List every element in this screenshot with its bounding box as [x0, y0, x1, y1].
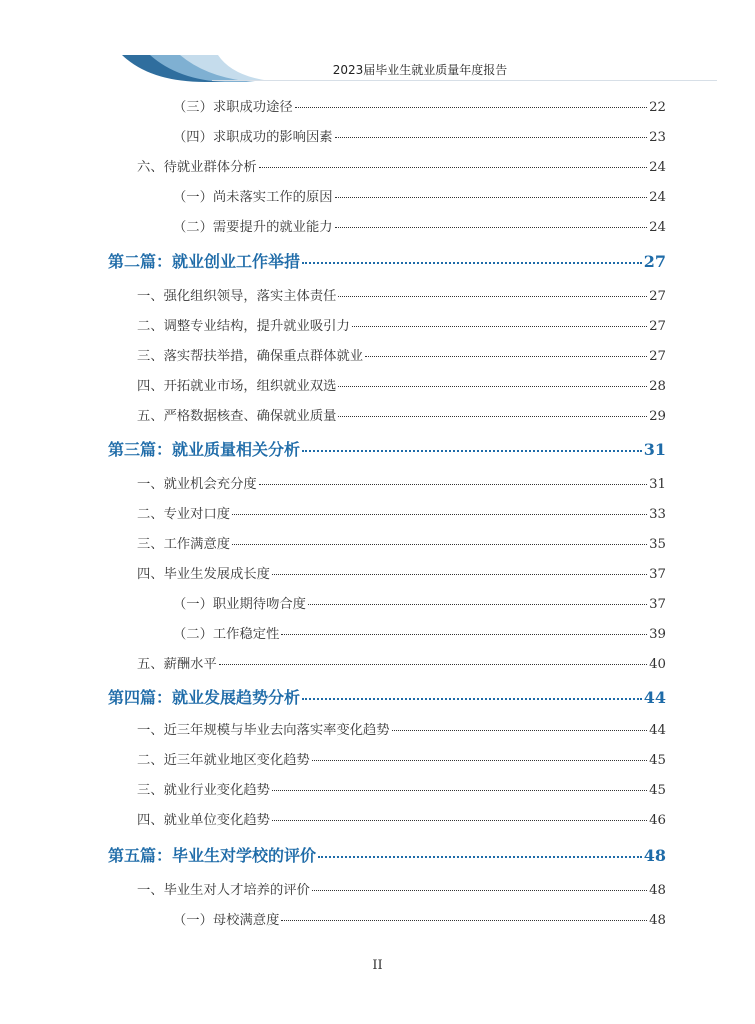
toc-entry-title: 第二篇：就业创业工作举措: [108, 252, 301, 271]
toc-entry-title: 五、薪酬水平: [137, 657, 217, 672]
dot-leader: [232, 514, 647, 515]
toc-entry-title: 三、落实帮扶举措，确保重点群体就业: [137, 349, 364, 364]
toc-entry-page: 33: [649, 507, 666, 522]
dot-leader: [281, 634, 647, 635]
toc-entry[interactable]: [173, 96, 666, 115]
dot-leader: [302, 262, 642, 264]
dot-leader: [302, 450, 642, 452]
header-title: 2023届毕业生就业质量年度报告: [332, 63, 508, 77]
dot-leader: [335, 137, 648, 138]
toc-entry-title: 三、工作满意度: [137, 537, 231, 552]
toc-entry-page: 27: [649, 319, 666, 334]
dot-leader: [272, 574, 647, 575]
toc-entry-title: （二）需要提升的就业能力: [173, 220, 333, 235]
toc-entry-page: 37: [649, 567, 666, 582]
toc-entry-title: （一）职业期待吻合度: [173, 597, 306, 612]
toc-entry-title: 第五篇：毕业生对学校的评价: [108, 846, 317, 865]
toc-entry-title: 六、待就业群体分析: [137, 160, 257, 175]
toc-entry-title: （一）尚未落实工作的原因: [173, 190, 333, 205]
toc-entry-page: 45: [649, 753, 666, 768]
toc-entry-title: 一、近三年规模与毕业去向落实率变化趋势: [137, 723, 390, 738]
toc-entry-page: 22: [649, 100, 666, 115]
dot-leader: [219, 664, 647, 665]
toc-entry[interactable]: [137, 653, 666, 672]
toc-entry-title: 二、专业对口度: [137, 507, 231, 522]
toc-entry-page: 27: [649, 349, 666, 364]
toc-entry[interactable]: [137, 375, 666, 394]
toc-entry-page: 28: [649, 379, 666, 394]
toc-entry[interactable]: [173, 126, 666, 145]
dot-leader: [335, 197, 648, 198]
toc-entry-page: 27: [643, 252, 666, 271]
toc-entry-title: 二、近三年就业地区变化趋势: [137, 753, 310, 768]
dot-leader: [365, 356, 647, 357]
toc-entry-title: 二、调整专业结构，提升就业吸引力: [137, 319, 350, 334]
dot-leader: [318, 856, 642, 858]
dot-leader: [312, 760, 647, 761]
dot-leader: [338, 386, 647, 387]
toc-entry[interactable]: [137, 503, 666, 522]
page-number: II: [372, 958, 383, 973]
dot-leader: [272, 790, 647, 791]
toc-entry-page: 35: [649, 537, 666, 552]
toc-entry[interactable]: [137, 285, 666, 304]
dot-leader: [335, 227, 648, 228]
toc-entry-page: 24: [649, 160, 666, 175]
toc-entry[interactable]: [173, 909, 666, 928]
toc-entry-page: 45: [649, 783, 666, 798]
toc-entry[interactable]: [137, 809, 666, 828]
dot-leader: [338, 296, 647, 297]
toc-entry-title: （二）工作稳定性: [173, 627, 280, 642]
toc-chapter-entry[interactable]: [108, 437, 666, 460]
toc-entry-title: 四、就业单位变化趋势: [137, 813, 270, 828]
toc-entry[interactable]: [137, 315, 666, 334]
toc-entry-title: （一）母校满意度: [173, 913, 280, 928]
toc-entry[interactable]: [137, 156, 666, 175]
dot-leader: [259, 484, 647, 485]
toc-entry-page: 31: [649, 477, 666, 492]
dot-leader: [232, 544, 647, 545]
toc-entry[interactable]: [173, 216, 666, 235]
toc-entry-title: 五、严格数据核查、确保就业质量: [137, 409, 337, 424]
toc-entry[interactable]: [173, 623, 666, 642]
dot-leader: [338, 416, 647, 417]
toc-entry[interactable]: [137, 749, 666, 768]
toc-entry-page: 24: [649, 220, 666, 235]
toc-entry-title: 一、强化组织领导，落实主体责任: [137, 289, 337, 304]
toc-entry-page: 40: [649, 657, 666, 672]
toc-entry[interactable]: [137, 533, 666, 552]
toc-entry[interactable]: [137, 879, 666, 898]
dot-leader: [308, 604, 647, 605]
dot-leader: [272, 820, 647, 821]
toc-chapter-entry[interactable]: [108, 843, 666, 866]
toc-entry-page: 31: [643, 440, 666, 459]
toc-entry-title: 三、就业行业变化趋势: [137, 783, 270, 798]
dot-leader: [352, 326, 647, 327]
dot-leader: [312, 890, 647, 891]
toc-entry[interactable]: [137, 473, 666, 492]
toc-entry-page: 46: [649, 813, 666, 828]
toc-entry-page: 27: [649, 289, 666, 304]
toc-entry-title: 一、就业机会充分度: [137, 477, 257, 492]
toc-entry-page: 44: [649, 723, 666, 738]
toc-entry-title: 一、毕业生对人才培养的评价: [137, 883, 310, 898]
toc-entry-page: 23: [649, 130, 666, 145]
toc-entry-title: （三）求职成功途径: [173, 100, 293, 115]
dot-leader: [302, 698, 642, 700]
toc-entry-page: 44: [643, 688, 666, 707]
toc-entry-page: 24: [649, 190, 666, 205]
toc-entry-title: （四）求职成功的影响因素: [173, 130, 333, 145]
toc-entry-page: 48: [649, 913, 666, 928]
toc-entry-title: 第四篇：就业发展趋势分析: [108, 688, 301, 707]
dot-leader: [392, 730, 647, 731]
toc-entry-title: 四、开拓就业市场，组织就业双选: [137, 379, 337, 394]
toc-entry-page: 37: [649, 597, 666, 612]
toc-entry[interactable]: [173, 186, 666, 205]
dot-leader: [295, 107, 647, 108]
dot-leader: [259, 167, 647, 168]
toc-entry-page: 39: [649, 627, 666, 642]
toc-entry[interactable]: [137, 779, 666, 798]
toc-chapter-entry[interactable]: [108, 685, 666, 708]
toc-entry[interactable]: [137, 345, 666, 364]
toc-entry-page: 29: [649, 409, 666, 424]
toc-chapter-entry[interactable]: [108, 249, 666, 272]
dot-leader: [281, 920, 647, 921]
toc-entry[interactable]: [173, 593, 666, 612]
toc-entry-page: 48: [643, 846, 666, 865]
toc-entry[interactable]: [137, 719, 666, 738]
toc-entry-title: 第三篇：就业质量相关分析: [108, 440, 301, 459]
toc-entry-title: 四、毕业生发展成长度: [137, 567, 270, 582]
toc-entry[interactable]: [137, 563, 666, 582]
toc-entry-page: 48: [649, 883, 666, 898]
toc-entry[interactable]: [137, 405, 666, 424]
